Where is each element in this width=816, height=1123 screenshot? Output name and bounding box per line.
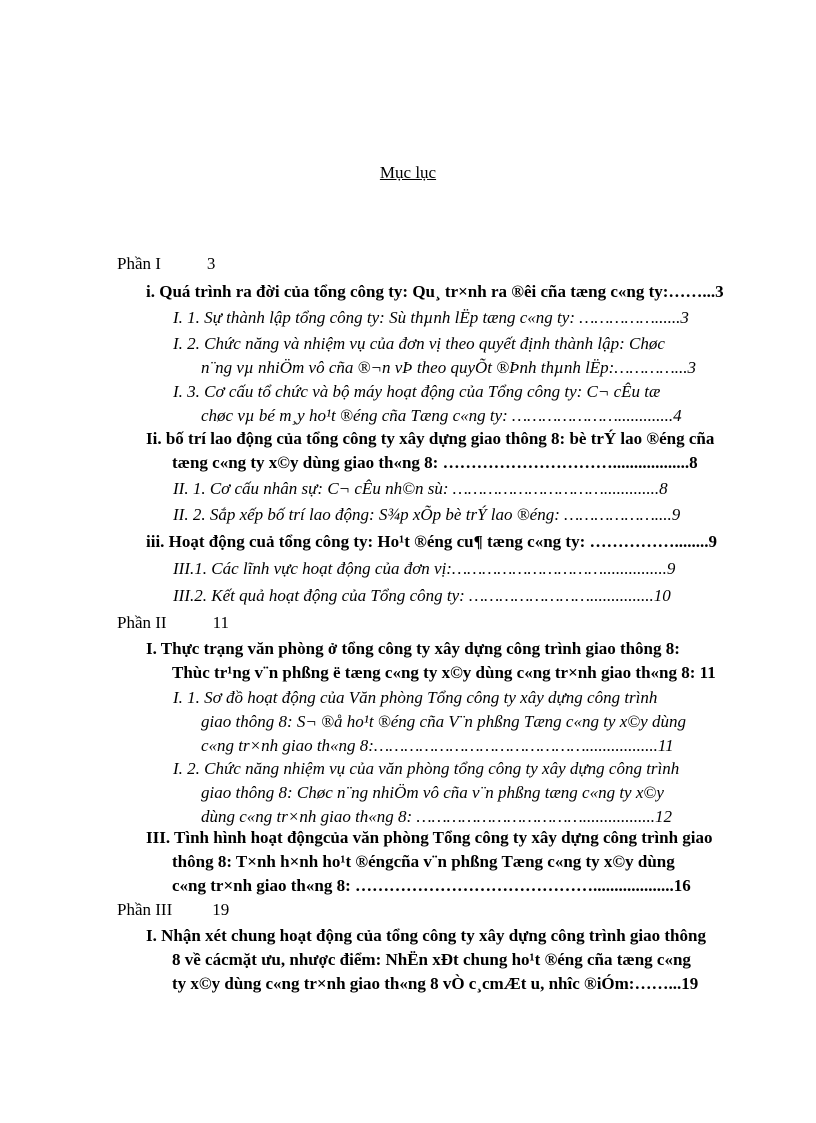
toc-entry[interactable] xyxy=(173,584,671,608)
toc-entry[interactable] xyxy=(146,530,717,554)
toc-entry[interactable] xyxy=(146,637,716,685)
toc-line: III. Tình hình hoạt độngcủa văn phòng Tổng công ty xây dựng công trình giao xyxy=(146,828,713,847)
toc-line: Thùc tr¹ng v¨n phßng ë tæng c«ng ty x©y dùng c«ng tr×nh giao th«ng 8: 11 xyxy=(172,663,716,682)
toc-line: n¨ng vµ nhiÖm vô cña ®¬n vÞ theo quyÕt ®Þnh thµnh lËp:…………...3 xyxy=(201,358,697,377)
toc-entry[interactable] xyxy=(146,924,706,996)
toc-line: II. 1. Cơ cấu nhân sự: C¬ cÊu nh©n sù: ………………………….............8 xyxy=(173,479,668,498)
toc-line: 8 về cácmặt ưu, nhược điểm: NhËn xÐt chung ho¹t ®éng cña tæng c«ng xyxy=(172,950,691,969)
toc-line: giao thông 8: S¬ ®å ho¹t ®éng cña V¨n phßng Tæng c«ng ty x©y dùng xyxy=(201,712,686,731)
toc-line: I. 1. Sự thành lập tổng công ty: Sù thµnh lËp tæng c«ng ty: ……………......3 xyxy=(173,308,689,327)
toc-entry[interactable] xyxy=(173,380,682,428)
part-page: 19 xyxy=(212,900,230,919)
toc-line: I. 3. Cơ cấu tổ chức và bộ máy hoạt động của Tổng công ty: C¬ cÊu tæ xyxy=(173,382,661,401)
toc-line: ty x©y dùng c«ng tr×nh giao th«ng 8 vÒ c¸cmÆt u, nhîc ®iÓm:……...19 xyxy=(172,974,699,993)
toc-entry[interactable] xyxy=(173,557,675,581)
toc-line: II. 2. Sắp xếp bố trí lao động: S¾p xÕp bè trÝ lao ®éng: ………………....9 xyxy=(173,505,681,524)
toc-line: chøc vµ bé m¸y ho¹t ®éng cña Tæng c«ng ty: ………………….............4 xyxy=(201,406,682,425)
toc-part-heading[interactable] xyxy=(117,611,229,635)
toc-line: I. Nhận xét chung hoạt động của tổng công ty xây dựng công trình giao thông xyxy=(146,926,706,945)
toc-line: III.1. Các lĩnh vực hoạt động của đơn vị:…………………………...............9 xyxy=(173,559,676,578)
part-page: 3 xyxy=(206,254,216,273)
toc-line: I. 2. Chức năng nhiệm vụ của văn phòng tổng công ty xây dựng công trình xyxy=(173,759,680,778)
part-label: Phần II xyxy=(117,613,167,632)
toc-line: giao thông 8: Chøc n¨ng nhiÖm vô cña v¨n phßng tæng c«ng ty x©y xyxy=(201,783,664,802)
toc-entry[interactable] xyxy=(173,477,668,501)
toc-entry[interactable] xyxy=(146,826,713,898)
toc-line: I. 1. Sơ đồ hoạt động của Văn phòng Tổng công ty xây dựng công trình xyxy=(173,688,658,707)
toc-entry[interactable] xyxy=(146,280,724,304)
toc-line: dùng c«ng tr×nh giao th«ng 8: …………………………….................12 xyxy=(201,807,672,826)
page-title: Mục lục xyxy=(379,163,437,182)
toc-entry[interactable] xyxy=(173,503,680,527)
toc-part-heading[interactable] xyxy=(117,898,229,922)
toc-line: iii. Hoạt động cuả tổng công ty: Ho¹t ®éng cu¶ tæng c«ng ty: ……………........9 xyxy=(146,532,717,551)
toc-entry[interactable] xyxy=(173,686,686,758)
toc-line: tæng c«ng ty x©y dùng giao th«ng 8: …………………………..................8 xyxy=(172,453,698,472)
toc-line: thông 8: T×nh h×nh ho¹t ®éngcña v¨n phßng Tæng c«ng ty x©y dùng xyxy=(172,852,675,871)
toc-line: I. Thực trạng văn phòng ở tổng công ty xây dựng công trình giao thông 8: xyxy=(146,639,680,658)
toc-line: i. Quá trình ra đời của tổng công ty: Qu¸ tr×nh ra ®êi cña tæng c«ng ty:……...3 xyxy=(146,282,724,301)
part-label: Phần III xyxy=(117,900,173,919)
toc-line: I. 2. Chức năng và nhiệm vụ của đơn vị theo quyết định thành lập: Chøc xyxy=(173,334,665,353)
toc-line: III.2. Kết quả hoạt động của Tổng công ty: ……………………...............10 xyxy=(173,586,671,605)
toc-entry[interactable] xyxy=(146,427,714,475)
toc-line: c«ng tr×nh giao th«ng 8:…………………………………….................11 xyxy=(201,736,674,755)
toc-part-heading[interactable] xyxy=(117,252,215,276)
toc-line: c«ng tr×nh giao th«ng 8: ……………………………………...................16 xyxy=(172,876,691,895)
toc-line: Ii. bố trí lao động của tổng công ty xây dựng giao thông 8: bè trÝ lao ®éng cña xyxy=(146,429,715,448)
toc-entry[interactable] xyxy=(173,332,696,380)
part-page: 11 xyxy=(212,613,229,632)
part-label: Phần I xyxy=(117,254,161,273)
toc-entry[interactable] xyxy=(173,757,679,829)
toc-entry[interactable] xyxy=(173,306,689,330)
